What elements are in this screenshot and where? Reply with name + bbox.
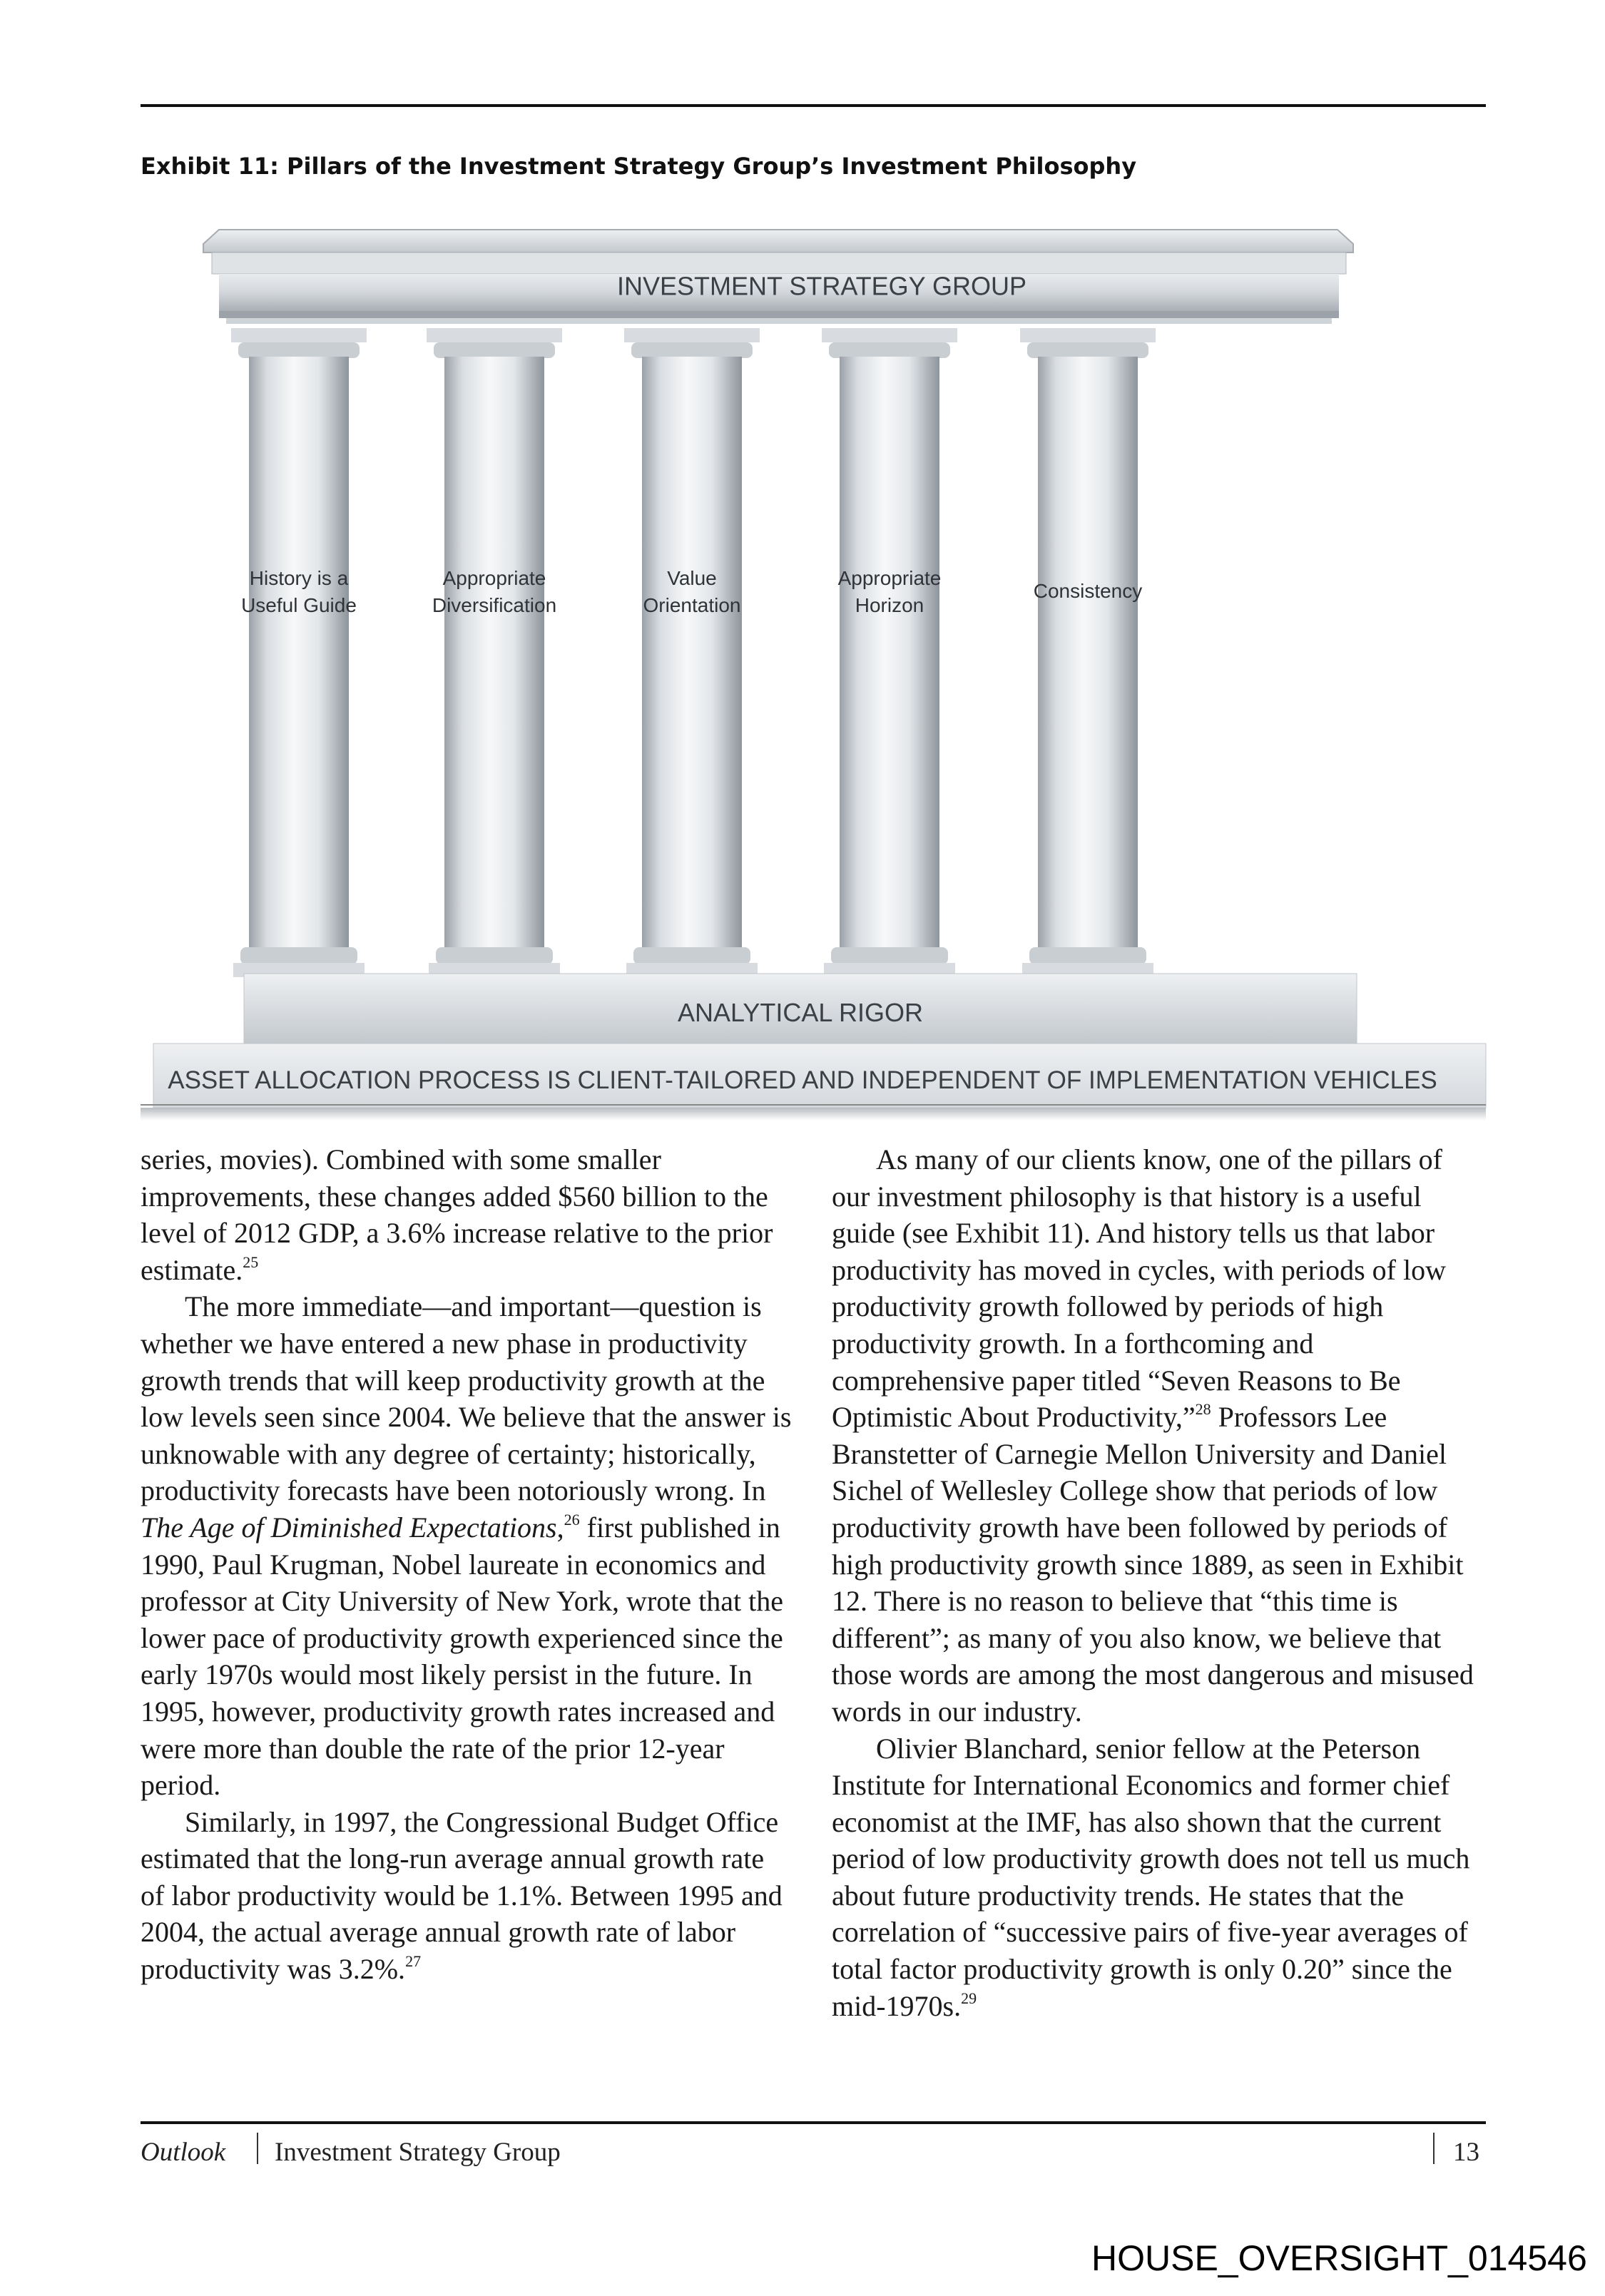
- footer-rule: [141, 2121, 1486, 2124]
- right-column: [832, 1141, 1484, 2024]
- roof-label: INVESTMENT STRATEGY GROUP: [616, 271, 1027, 301]
- footnote-26: 26: [564, 1510, 580, 1529]
- left-column: [141, 1141, 793, 1988]
- pillar-5-label: Consistency: [1033, 580, 1143, 602]
- pillar-2-label-line2: Diversification: [432, 594, 557, 616]
- page-number: 13: [1453, 2138, 1479, 2167]
- pillar-5: [1020, 328, 1156, 977]
- pillar-1-label-line1: History is a: [249, 567, 349, 589]
- page-footer: [141, 2133, 1486, 2175]
- pillar-3-label-line2: Orientation: [643, 594, 741, 616]
- footnote-29: 29: [961, 1989, 977, 2007]
- book-title: The Age of Diminished Expectations: [141, 1511, 557, 1544]
- right-paragraph-1: As many of our clients know, one of the pillars of our investment philosophy is that history is a useful guide (see Exhibit 11). And history tells us that labor productivity has moved in cycles, with periods of low productivity growth followed by periods of high productivity growth. In a forthcoming and comprehensive paper titled “Seven Reasons to Be Optimistic About Productivity,”$^{28}$ Professors Lee Branstetter of Carnegie Mellon University and Daniel Sichel of Wellesley College show that periods of low productivity growth have been followed by periods of high productivity growth since 1889, as seen in Exhibit 12. There is no reason to believe that “this time is different”; as many of you also know, we believe that those words are among the most dangerous and misused words in our industry.: [832, 1143, 1474, 1728]
- footer-publication: Outlook: [141, 2138, 226, 2167]
- left-paragraph-2: The more immediate—and important—question is whether we have entered a new phase in productivity growth trends that will keep productivity growth at the low levels seen since 2004. We believe that the answer is unknowable with any degree of certainty; historically, productivity forecasts have been notoriously wrong. In The Age of Diminished Expectations,$^{26}$ first published in 1990, Paul Krugman, Nobel laureate in economics and professor at City University of New York, wrote that the lower pace of productivity growth experienced since the early 1970s would most likely persist in the future. In 1995, however, productivity growth rates increased and were more than double the rate of the prior 12-year period.: [141, 1290, 792, 1802]
- pillar-4-label-line1: Appropriate: [837, 567, 942, 589]
- footnote-27: 27: [405, 1952, 422, 1971]
- pillar-1-label-line2: Useful Guide: [241, 594, 357, 616]
- left-paragraph-1: series, movies). Combined with some smaller improvements, these changes added $560 billion to the level of 2012 GDP, a 3.6% increase relative to the prior estimate.$^{25}$: [141, 1143, 773, 1286]
- footer-separator: [257, 2133, 258, 2164]
- pillar-3-label-line1: Value: [667, 567, 717, 589]
- top-rule: [141, 104, 1486, 107]
- exhibit-title: Exhibit 11: Pillars of the Investment Strategy Group’s Investment Philosophy: [141, 153, 1137, 180]
- left-paragraph-3: Similarly, in 1997, the Congressional Budget Office estimated that the long-run average annual growth rate of labor productivity would be 1.1%. Between 1995 and 2004, the actual average annual growth rate of labor productivity was 3.2%.$^{27}$: [141, 1805, 783, 1986]
- pillars-illustration: [141, 214, 1486, 1094]
- base-label: ASSET ALLOCATION PROCESS IS CLIENT-TAILORED AND INDEPENDENT OF IMPLEMENTATION VEHICLES: [168, 1066, 1437, 1094]
- analytical-rigor-label: ANALYTICAL RIGOR: [677, 998, 924, 1027]
- pillar-2-label-line1: Appropriate: [442, 567, 546, 589]
- exhibit-bottom-rule: [141, 1104, 1486, 1106]
- footer-separator-page: [1433, 2133, 1435, 2164]
- footnote-28: 28: [1195, 1400, 1211, 1419]
- footnote-25: 25: [243, 1252, 259, 1271]
- right-paragraph-2: Olivier Blanchard, senior fellow at the Peterson Institute for International Economics and former chief economist at the IMF, has also shown that the current period of low productivity growth does not tell us much about future productivity trends. He states that the correlation of “successive pairs of five-year averages of total factor productivity growth is only 0.20” since the mid-1970s.$^{29}$: [832, 1732, 1470, 2022]
- pillar-1: [231, 328, 367, 977]
- pillar-4: [822, 328, 957, 977]
- footer-group: Investment Strategy Group: [275, 2138, 561, 2167]
- pillar-3: [624, 328, 760, 977]
- pillar-4-label-line2: Horizon: [855, 594, 924, 616]
- bates-stamp: HOUSE_OVERSIGHT_014546: [1091, 2238, 1587, 2278]
- pillar-2: [427, 328, 562, 977]
